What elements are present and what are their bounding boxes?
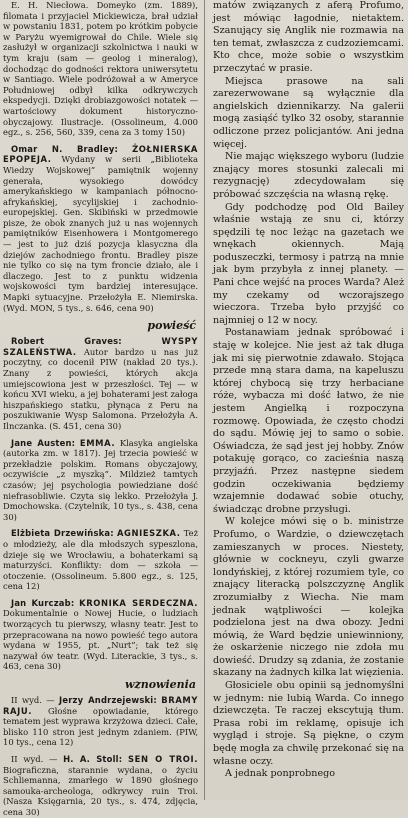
review-title: SEN O TROI. [128,754,198,764]
section-heading-novel: powieść [147,319,196,333]
edition-prefix: II wyd. — [11,695,55,706]
article-paragraph: Głosiciele obu opinii są jednomyślni w jednym: nie lubią Warda. Co innego dziewczęta. Te raczej ekscytują tłum. Prasa robi im reklamę, opisuje ich wygląd i stroje. Są piękne, o czym będę mogła za chwilę przekonać się na własne oczy. [213,680,404,767]
article-paragraph: W kolejce mówi się o b. ministrze Profumo, o Wardzie, o dziewczętach zamieszanych w proces. Niestety, głównie w cockneyu, czyli gwarze londyńskiej, z której rozumiem tyle, co znający literacką polszczyznę Anglik zrozumiałby z Wiecha. Nie mam jednak wątpliwości — kolejka podzielona jest na dwa obozy. Jedni mówią, że Ward będzie uniewinniony, że oskarżenie niczego nie zdoła mu dowieść. Drudzy są zdania, że zostanie skazany na żadnych kilka lat więzienia. [213,516,404,679]
review-austen [3,438,198,523]
article-paragraph: Nie mając większego wyboru (ludzie znający mores stosunki zalecali mi rezygnację) zdecydowałam się próbować szczęścia na własną rękę. [213,151,404,200]
review-author: Omar N. Bradley: [11,143,119,154]
review-domeyko [3,0,198,138]
article-paragraph: Miejsca prasowe na sali zarezerwowane są wyłącznie dla angielskich dziennikarzy. Na galerii mogą zasiąść tylko 32 osoby, starannie odliczone przez policjantów. Ani jedna więcej. [213,75,404,150]
article-paragraph: Postanawiam jednak spróbować i staję w kolejce. Nie jest aż tak długa jak mi się pierwotnie zdawało. Stojąca przede mną stara dama, na kapeluszu której chybocą się trzy herbaciane róże, wybacza mi dość łatwo, że nie jestem Angielką i rozpoczyna rozmowę. Opowiada, że często chodzi do sądu. Mówię jej to samo o sobie. Oświadcza, że sąd jest jej hobby. Znów potakuję gorąco, co zacieśnia naszą przyjaźń. Przez następne siedem godzin oczekiwania będziemy wzajemnie dodawać sobie otuchy, świadcząc drobne przysługi. [213,327,404,515]
article-column [205,0,408,800]
review-text: Biograficzna, starannie wydana, o życiu Schliemanna, zmarłego w 1890 głośnego samouka-archeologa, odkrywcy ruin Troi. (Nasza Księgarnia, 20 tys., s. 474, zdjęcia, cena 30) [3,764,198,817]
article-paragraph: Gdy podchodzę pod Old Bailey właśnie wstają ze snu ci, którzy spędzili tę noc leżąc na gazetach we wnękach okiennych. Mają poduszeczki, termosy i patrzą na mnie jak bym przybyła z innej planety. — Pani chce wejść na proces Warda? Ależ my czekamy od wczorajszego wieczora. Trzeba było przyjść co najmniej o 12 w nocy. [213,201,404,326]
review-title: BRAMY RAJU. [3,695,198,716]
article-paragraph: A jednak ponprobnego [225,768,336,780]
review-andrzejewski [3,695,198,748]
review-text: Też o młodzieży, ale dla młodszych sypeszlona, dzieje się we Wrocławiu, a bohaterkami są maturzyści. Konflikty: dom — szkoła — otoczenie. (Ossolineum. 5.800 egz., s. 125, cena 12) [3,528,198,592]
review-author: Elżbieta Drzewińska: [11,528,114,539]
review-title: KRONIKA SERDECZNA. [79,597,198,608]
review-title: WYSPY SZALEŃSTWA. [3,336,198,357]
article-paragraph: matów związanych z aferą Profumo, jest mówiąc łagodnie, nietaktem. Szanujący się Anglik nie rozmawia na ten temat, zwłaszcza z cudzoziemcami. Kto chce, może sobie o wszystkim przeczytać w prasie. [213,0,404,74]
review-drzewinska [3,528,198,592]
review-stoll [3,754,198,818]
review-title: ŻOŁNIERSKA EPOPEJA. [3,143,198,165]
review-author: H. A. Stoll: [63,754,123,764]
review-title: AGNIESZKA. [116,528,181,539]
review-text: Autor bardzo u nas już poczytny, co docenił PIW (nakład 20 tys.). Znany z powieści, których akcja umiejscowiona jest w przeszłości. Tej — w końcu XVI wieku, a jej bohaterami jest załoga hiszpańskiego statku, płynąca z Peru na poszukiwanie Wysp Salomona. Przełożyła A. Ilnczanka. (S. 451, cena 30) [3,346,198,431]
review-author: Jan Kurczab: [11,597,75,608]
review-title: EMMA. [79,437,116,448]
review-text: Dokumentalnie o Nowej Hucie, o ludziach tworzących tu pierwszy, własny teatr. Jest to przepracowana na nowo powieść tego autora wydana w 1955, pt. „Nurt”; tak też się nazywał ów teatr. (Wyd. Literackie, 3 tys., s. 463, cena 30) [3,608,198,672]
review-text: Klasyka angielska (autorka zm. w 1817). Jej trzecia powieść w przekładzie polskim. Romans obyczajowy, oczywiście „z myszką”. Mildzież tamtych czasów; jej psychologia powiedziane dość niefrasobliwie. Czyta się lekko. Przełożyła J. Dmochowska. (Czytelnik, 10 tys., s. 438, cena 30) [3,437,198,522]
edition-prefix: II wyd. — [11,754,58,764]
review-text: Wydany w serii „Biblioteka Wiedzy Wojskowej” pamiętnik wojenny generała, wysokiego dowódcy amerykańskiego w kampaniach północno-afrykańskiej, sycylijskiej i zachodnio-europejskiej. Gen. Skibiński w przedmowie pisze, że obok znanych już u nas wojennych pamiętników Eisenhowera i Montgomerego — jest to już dziś pozycja klasyczna dla dziejów zachodniego frontu. Bradley pisze nie tylko co się na tym froncie działo, ale i dlaczego. Jest to z punktu widzenia wojskowości tym bardziej interesujące. Mapki sytuacyjne. Przełożyła E. Niemirska. (Wyd. MON, 5 tys., s. 646, cena 90) [3,154,198,313]
review-graves [3,336,198,431]
review-text: Głośne opowiadanie, którego tematem jest wyprawa krzyżowa dzieci. Całe, blisko 110 stron jest jednym zdaniem. (PIW, 10 tys., cena 12) [3,705,198,748]
review-author: Jane Austen: [11,437,76,448]
review-author: Jerzy Andrzejewski: [59,695,157,706]
review-author: Robert Graves: [11,336,122,347]
review-kurczab [3,598,198,672]
review-bradley [3,144,198,314]
section-heading-reissues: wznowienia [124,678,196,692]
review-text: E. H. Niecłowa. Domeyko (zm. 1889), filomata i przyjaciel Mickiewicza, brał udział w powstaniu 1831, potem po krótkim pobycie w Paryżu wyemigrował do Chile. Wiele się zasłużył w organizacji szkolnictwa i nauki w tym kraju (sam — geolog i mineralog), dochodząc do godności rektora uniwersytetu w Santiago. Wiele podróżował a w Ameryce Południowej odbył kilka odkrywczych ekspedycji. Dzięki drobiazgowości notatek — wartościowy dokument historyczno-obyczajowy. Ilustracje. (Ossolineum, 4.000 egz., s. 256, 560, 339, cena za 3 tomy 150) [3,0,198,138]
